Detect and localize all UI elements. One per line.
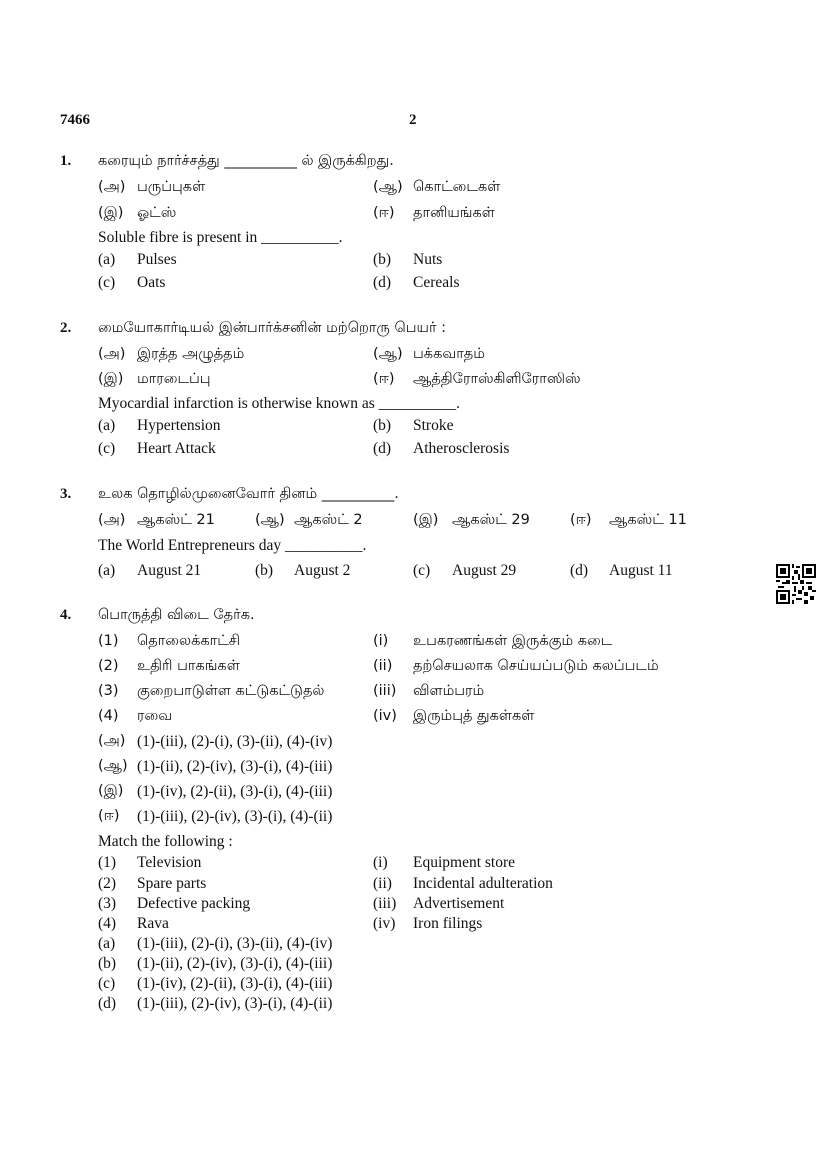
q4-en-right-text: Advertisement xyxy=(413,895,505,912)
q4-en-right-marker: (i) xyxy=(373,854,388,871)
q1-en-option-text: Oats xyxy=(137,274,166,291)
q3-ta-option-text: ஆகஸ்ட் 2 xyxy=(294,512,363,528)
q4-en-answer-marker: (a) xyxy=(98,935,116,952)
q4-ta-answer-text: (1)-(ii), (2)-(iv), (3)-(i), (4)-(iii) xyxy=(137,758,333,775)
q3-ta-option-text: ஆகஸ்ட் 11 xyxy=(609,512,687,528)
q4-en-answer-text: (1)-(iv), (2)-(ii), (3)-(i), (4)-(iii) xyxy=(137,975,333,992)
question-2-number: 2. xyxy=(60,320,72,336)
q3-en-option-text: August 11 xyxy=(609,562,673,579)
q2-en-option-text: Heart Attack xyxy=(137,440,216,457)
q4-ta-answer-text: (1)-(iv), (2)-(ii), (3)-(i), (4)-(iii) xyxy=(137,783,333,800)
q4-en-left-text: Spare parts xyxy=(137,875,207,892)
q2-en-option-text: Atherosclerosis xyxy=(413,440,510,457)
q3-en-option-text: August 2 xyxy=(294,562,351,579)
q3-en-option-text: August 29 xyxy=(452,562,517,579)
question-3-tamil-text: உலக தொழில்முனைவோர் தினம் __________. xyxy=(98,486,399,502)
q1-ta-option-marker: (ஆ) xyxy=(373,179,403,195)
q4-ta-right-text: விளம்பரம் xyxy=(413,683,485,699)
q1-ta-option-text: ஓட்ஸ் xyxy=(137,205,177,221)
q3-ta-option-text: ஆகஸ்ட் 21 xyxy=(137,512,215,528)
q3-en-option-marker: (a) xyxy=(98,562,116,579)
q4-en-left-text: Defective packing xyxy=(137,895,251,912)
q3-ta-option-marker: (அ) xyxy=(98,512,126,528)
q4-ta-answer-text: (1)-(iii), (2)-(iv), (3)-(i), (4)-(ii) xyxy=(137,808,333,825)
q1-ta-option-text: கொட்டைகள் xyxy=(413,179,501,195)
q4-en-left-marker: (4) xyxy=(98,915,117,932)
q2-en-option-marker: (b) xyxy=(373,417,392,434)
q4-ta-right-text: தற்செயலாக செய்யப்படும் கலப்படம் xyxy=(413,658,659,674)
q1-ta-option-text: பருப்புகள் xyxy=(137,179,206,195)
q4-ta-left-marker: (2) xyxy=(98,658,119,674)
q4-en-right-text: Equipment store xyxy=(413,854,516,871)
q1-ta-option-text: தானியங்கள் xyxy=(413,205,495,221)
q4-en-answer-marker: (b) xyxy=(98,955,117,972)
question-4-number: 4. xyxy=(60,607,72,623)
q4-en-answer-marker: (d) xyxy=(98,995,117,1012)
q1-en-option-marker: (a) xyxy=(98,251,116,268)
q4-en-left-text: Television xyxy=(137,854,202,871)
q1-en-option-text: Cereals xyxy=(413,274,460,291)
q3-ta-option-marker: (இ) xyxy=(413,512,439,528)
q4-en-answer-marker: (c) xyxy=(98,975,116,992)
q1-en-option-text: Nuts xyxy=(413,251,443,268)
q4-ta-left-text: ரவை xyxy=(137,708,173,724)
q1-en-option-marker: (d) xyxy=(373,274,392,291)
q4-ta-right-marker: (iv) xyxy=(373,708,397,724)
question-1-tamil-text: கரையும் நார்ச்சத்து __________ ல் இருக்கிறது. xyxy=(98,153,394,169)
qr-code-icon xyxy=(776,564,816,604)
question-1-number: 1. xyxy=(60,153,72,169)
q4-ta-left-text: தொலைக்காட்சி xyxy=(137,633,241,649)
question-2-tamil-text: மையோகார்டியல் இன்பார்க்சனின் மற்றொரு பெயர் : xyxy=(98,320,447,336)
q1-en-option-marker: (b) xyxy=(373,251,392,268)
q2-ta-option-marker: (ஆ) xyxy=(373,346,403,362)
q4-ta-left-text: உதிரி பாகங்கள் xyxy=(137,658,240,674)
question-4-english-text: Match the following : xyxy=(98,833,233,850)
question-2-english-text: Myocardial infarction is otherwise known as __________. xyxy=(98,395,461,412)
q4-en-left-marker: (2) xyxy=(98,875,117,892)
q4-ta-left-marker: (3) xyxy=(98,683,119,699)
q4-ta-right-text: உபகரணங்கள் இருக்கும் கடை xyxy=(413,633,613,649)
question-4-tamil-text: பொருத்தி விடை தேர்க. xyxy=(98,607,255,623)
q4-ta-answer-marker: (ஈ) xyxy=(98,808,120,824)
q4-en-left-marker: (1) xyxy=(98,854,117,871)
q4-en-right-text: Iron filings xyxy=(413,915,483,932)
q3-en-option-marker: (c) xyxy=(413,562,431,579)
q3-en-option-text: August 21 xyxy=(137,562,202,579)
paper-code: 7466 xyxy=(60,112,90,128)
q3-en-option-marker: (d) xyxy=(570,562,589,579)
q2-en-option-text: Stroke xyxy=(413,417,454,434)
q4-ta-left-text: குறைபாடுள்ள கட்டுகட்டுதல் xyxy=(137,683,325,699)
q4-en-left-marker: (3) xyxy=(98,895,117,912)
q4-en-answer-text: (1)-(ii), (2)-(iv), (3)-(i), (4)-(iii) xyxy=(137,955,333,972)
q3-ta-option-marker: (ஈ) xyxy=(570,512,592,528)
q2-ta-option-text: பக்கவாதம் xyxy=(413,346,485,362)
q2-ta-option-text: ஆத்திரோஸ்கிளிரோஸிஸ் xyxy=(413,371,581,387)
q4-ta-left-marker: (4) xyxy=(98,708,119,724)
q1-ta-option-marker: (இ) xyxy=(98,205,124,221)
q1-ta-option-marker: (அ) xyxy=(98,179,126,195)
question-3-english-text: The World Entrepreneurs day __________. xyxy=(98,537,367,554)
q4-ta-right-marker: (iii) xyxy=(373,683,397,699)
page-number: 2 xyxy=(409,112,417,128)
q2-ta-option-marker: (அ) xyxy=(98,346,126,362)
q1-ta-option-marker: (ஈ) xyxy=(373,205,395,221)
q4-en-answer-text: (1)-(iii), (2)-(i), (3)-(ii), (4)-(iv) xyxy=(137,935,333,952)
question-1-english-text: Soluble fibre is present in __________. xyxy=(98,229,343,246)
q1-en-option-text: Pulses xyxy=(137,251,177,268)
q4-ta-answer-marker: (அ) xyxy=(98,733,126,749)
q4-ta-right-marker: (ii) xyxy=(373,658,393,674)
q4-ta-answer-text: (1)-(iii), (2)-(i), (3)-(ii), (4)-(iv) xyxy=(137,733,333,750)
q3-en-option-marker: (b) xyxy=(255,562,274,579)
q4-ta-answer-marker: (ஆ) xyxy=(98,758,128,774)
q2-ta-option-marker: (ஈ) xyxy=(373,371,395,387)
q4-ta-right-marker: (i) xyxy=(373,633,389,649)
q3-ta-option-text: ஆகஸ்ட் 29 xyxy=(452,512,530,528)
q2-ta-option-marker: (இ) xyxy=(98,371,124,387)
q2-en-option-text: Hypertension xyxy=(137,417,221,434)
q3-ta-option-marker: (ஆ) xyxy=(255,512,285,528)
question-3-number: 3. xyxy=(60,486,72,502)
q4-en-right-marker: (iv) xyxy=(373,915,396,932)
q2-en-option-marker: (a) xyxy=(98,417,116,434)
q4-en-right-marker: (ii) xyxy=(373,875,392,892)
q2-ta-option-text: மாரடைப்பு xyxy=(137,371,211,387)
q2-en-option-marker: (c) xyxy=(98,440,116,457)
q4-en-answer-text: (1)-(iii), (2)-(iv), (3)-(i), (4)-(ii) xyxy=(137,995,333,1012)
q4-en-right-marker: (iii) xyxy=(373,895,397,912)
q4-en-right-text: Incidental adulteration xyxy=(413,875,553,892)
q2-en-option-marker: (d) xyxy=(373,440,392,457)
q4-ta-right-text: இரும்புத் துகள்கள் xyxy=(413,708,535,724)
q2-ta-option-text: இரத்த அழுத்தம் xyxy=(137,346,245,362)
q4-ta-answer-marker: (இ) xyxy=(98,783,124,799)
q4-ta-left-marker: (1) xyxy=(98,633,119,649)
q4-en-left-text: Rava xyxy=(137,915,169,932)
q1-en-option-marker: (c) xyxy=(98,274,116,291)
